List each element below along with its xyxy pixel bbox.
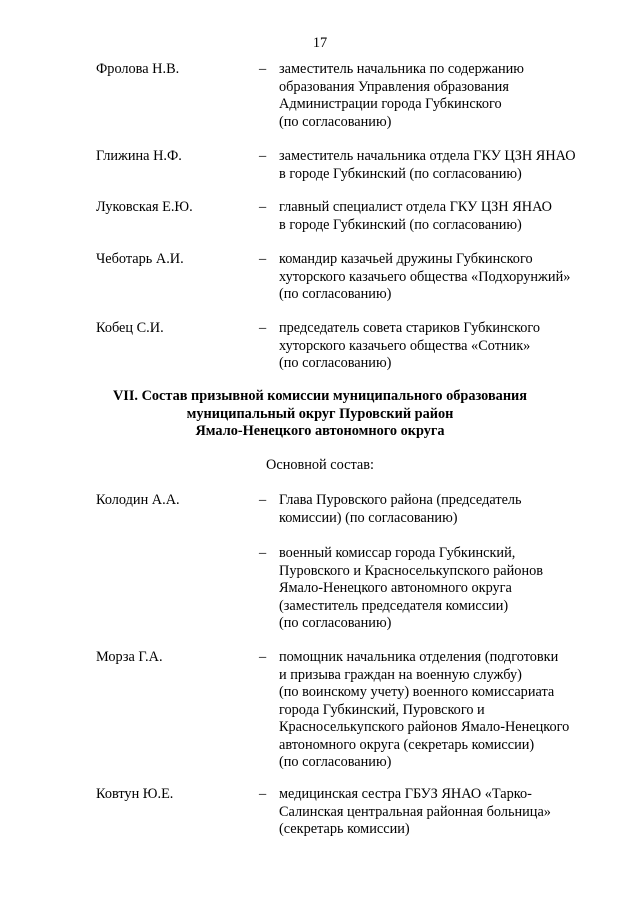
- description-line: хуторского казачьего общества «Подхорунжий»: [279, 268, 571, 285]
- section-title: [0, 388, 640, 441]
- section-title-line: VII. Состав призывной комиссии муниципального образования: [112, 388, 528, 404]
- dash-separator: –: [259, 786, 267, 802]
- description-line: (по согласованию): [279, 754, 392, 770]
- member-name: Луковская Е.Ю.: [96, 199, 193, 215]
- description-line: Ямало-Ненецкого автономного округа: [279, 580, 512, 596]
- description-line: образования Управления образования: [279, 78, 509, 95]
- description-line: Салинская центральная районная больница»: [279, 803, 551, 820]
- dash-separator: –: [259, 61, 267, 77]
- description-line: Глава Пуровского района (председатель: [279, 492, 522, 508]
- section-title-line: Ямало-Ненецкого автономного округа: [195, 423, 445, 439]
- member-description: [279, 320, 609, 373]
- dash-separator: –: [259, 545, 267, 561]
- member-name: Чеботарь А.И.: [96, 251, 184, 267]
- member-description: [279, 545, 609, 633]
- dash-separator: –: [259, 251, 267, 267]
- description-line: Администрации города Губкинского: [279, 96, 502, 112]
- description-line: председатель совета стариков Губкинского: [279, 320, 541, 336]
- description-line: города Губкинский, Пуровского и: [279, 701, 485, 718]
- description-line: заместитель начальника по содержанию: [279, 61, 524, 77]
- description-line: (по согласованию): [279, 355, 392, 371]
- member-name: Морза Г.А.: [96, 649, 163, 665]
- description-line: командир казачьей дружины Губкинского: [279, 251, 533, 267]
- description-line: автономного округа (секретарь комиссии): [279, 736, 535, 753]
- member-name: Колодин А.А.: [96, 492, 180, 508]
- dash-separator: –: [259, 649, 267, 665]
- member-name: Фролова Н.В.: [96, 61, 180, 77]
- member-name: Ковтун Ю.Е.: [96, 786, 174, 802]
- description-line: Красноселькупского районов Ямало-Ненецкого: [279, 719, 570, 735]
- description-line: (по согласованию): [279, 615, 392, 631]
- member-name: Кобец С.И.: [96, 320, 164, 336]
- member-description: [279, 492, 609, 527]
- dash-separator: –: [259, 492, 267, 508]
- description-line: военный комиссар города Губкинский,: [279, 545, 516, 561]
- page-number: 17: [312, 35, 328, 51]
- description-line: комиссии) (по согласованию): [279, 509, 458, 526]
- description-line: в городе Губкинский (по согласованию): [279, 216, 522, 233]
- dash-separator: –: [259, 148, 267, 164]
- member-description: [279, 251, 609, 304]
- description-line: (по согласованию): [279, 113, 392, 130]
- description-line: медицинская сестра ГБУЗ ЯНАО «Тарко-: [279, 786, 532, 802]
- description-line: (заместитель председателя комиссии): [279, 597, 509, 614]
- member-description: [279, 199, 609, 234]
- member-description: [279, 786, 609, 839]
- description-line: в городе Губкинский (по согласованию): [279, 165, 522, 182]
- description-line: (секретарь комиссии): [279, 821, 410, 837]
- description-line: хуторского казачьего общества «Сотник»: [279, 337, 531, 354]
- member-name: Глижина Н.Ф.: [96, 148, 182, 164]
- dash-separator: –: [259, 199, 267, 215]
- member-description: [279, 61, 609, 131]
- description-line: помощник начальника отделения (подготовки: [279, 649, 559, 665]
- subheading: Основной состав:: [266, 457, 374, 473]
- dash-separator: –: [259, 320, 267, 336]
- description-line: (по согласованию): [279, 286, 392, 302]
- description-line: Пуровского и Красноселькупского районов: [279, 562, 543, 579]
- description-line: (по воинскому учету) военного комиссариата: [279, 684, 555, 700]
- member-description: [279, 148, 609, 183]
- description-line: заместитель начальника отдела ГКУ ЦЗН ЯНАО: [279, 148, 576, 164]
- description-line: и призыва граждан на военную службу): [279, 666, 522, 683]
- description-line: главный специалист отдела ГКУ ЦЗН ЯНАО: [279, 199, 553, 215]
- section-title-line: муниципальный округ Пуровский район: [186, 405, 454, 422]
- member-description: [279, 649, 609, 772]
